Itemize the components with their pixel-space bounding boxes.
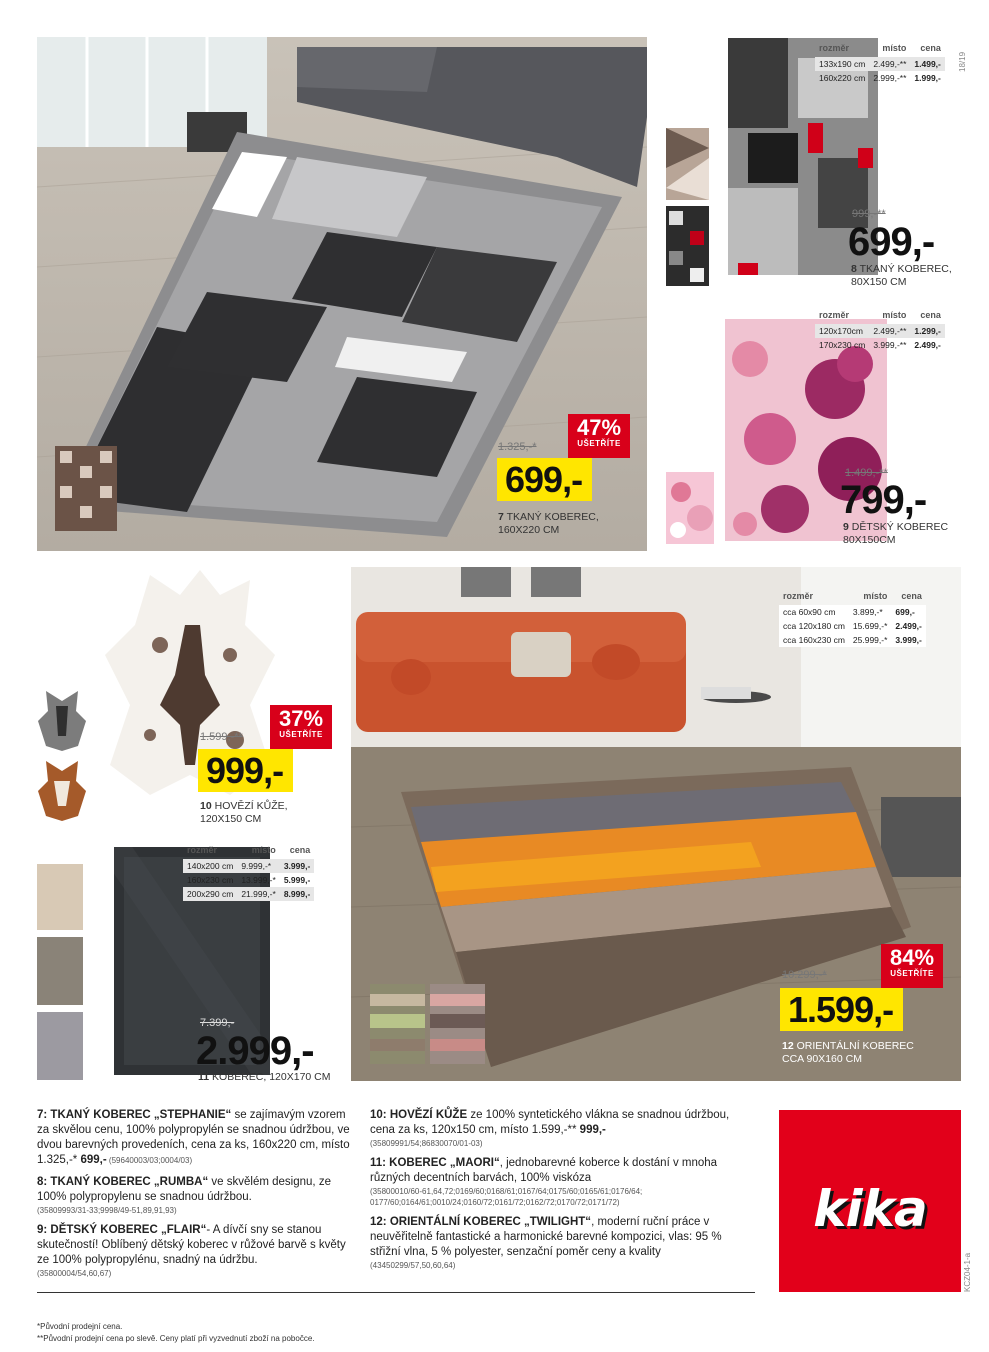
- rug-11-old-price: 7.399,-: [200, 1017, 235, 1029]
- description-8: [37, 1175, 352, 1216]
- cowhide-10-size: 120X150 CM: [200, 813, 262, 826]
- rug-8-variant-thumb-1: [666, 128, 709, 200]
- rug-8-price: 699,-: [848, 220, 935, 264]
- rug-11-variant-thumb-1: [37, 864, 83, 930]
- table-cell: 3.999,-: [891, 633, 925, 647]
- table-cell: cca 160x230 cm: [779, 633, 849, 647]
- rug-12-discount-badge: [881, 944, 943, 988]
- table-cell: 15.699,-*: [849, 619, 892, 633]
- cowhide-10-number: 10: [200, 800, 212, 812]
- description-12-title: 12: ORIENTÁLNÍ KOBEREC „TWILIGHT“: [370, 1215, 592, 1228]
- print-code: KCZ04-1-a: [963, 1252, 972, 1292]
- description-10-text: ze 100% syntetického vlákna se snadnou údržbou, cena za ks, 120x150 cm, místo 1.599,-**: [370, 1109, 730, 1136]
- description-10-code: (35809991/54;86830070/01-03): [370, 1138, 483, 1148]
- description-11-title: 11: KOBEREC „MAORI“: [370, 1157, 500, 1170]
- table-row: [815, 71, 945, 85]
- rug-8-header-old: místo: [882, 43, 907, 53]
- description-12-code: (43450299/57,50,60,64): [370, 1260, 456, 1270]
- table-cell: 170x230 cm: [819, 340, 866, 350]
- rug-8-old-price: 999,-**: [852, 208, 886, 220]
- rug-12-size: CCA 90X160 CM: [782, 1053, 862, 1066]
- cowhide-10-discount-save: UŠETŘÍTE: [279, 730, 323, 739]
- rug-12-variant-thumb-2: [430, 984, 485, 1064]
- rug-9-header-size: rozměr: [819, 310, 850, 320]
- cowhide-10-variant-thumb-2: [36, 756, 88, 824]
- cowhide-10-variant-thumb-1: [36, 686, 88, 754]
- rug-7-number: 7: [498, 511, 504, 523]
- description-7-price: 699,-: [80, 1153, 107, 1166]
- table-cell: 2.499,-**: [869, 324, 910, 338]
- rug-9-size: 80X150CM: [843, 534, 896, 547]
- rug-9-header-old: místo: [882, 310, 907, 320]
- rug-7-price: 699,-: [497, 458, 592, 501]
- table-cell: 25.999,-*: [849, 633, 892, 647]
- table-cell: 21.999,-*: [237, 887, 280, 901]
- page-number: 18/19: [958, 51, 967, 72]
- table-cell: 9.999,-*: [237, 859, 280, 873]
- table-cell: 200x290 cm: [183, 887, 237, 901]
- rug-7-label: [498, 511, 599, 537]
- rug-9-old-price: 1.499,-**: [845, 467, 888, 479]
- table-cell: 699,-: [891, 605, 925, 619]
- table-cell: 120x170cm: [815, 324, 869, 338]
- rug-11-header-size: rozměr: [187, 845, 218, 855]
- rug-11-size-table: [183, 843, 314, 901]
- rug-7-name: TKANÝ KOBEREC,: [506, 511, 599, 523]
- table-cell: cca 60x90 cm: [779, 605, 849, 619]
- rug-12-name: ORIENTÁLNÍ KOBEREC: [796, 1040, 914, 1052]
- description-12: [370, 1215, 732, 1271]
- rug-8-header-size: rozměr: [819, 43, 850, 53]
- description-7-title: 7: TKANÝ KOBEREC „STEPHANIE“: [37, 1109, 232, 1121]
- description-column-left: [37, 1108, 352, 1286]
- rug-8-size: 80X150 CM: [851, 276, 907, 289]
- description-9-title: 9: DĚTSKÝ KOBEREC „FLAIR“: [37, 1224, 207, 1237]
- table-cell: 140x200 cm: [183, 859, 237, 873]
- description-column-right: [370, 1108, 732, 1278]
- table-cell: 2.499,-: [891, 619, 925, 633]
- rug-11-name: KOBEREC, 120X170 CM: [212, 1071, 331, 1083]
- table-row: [815, 324, 945, 338]
- divider: [37, 1292, 755, 1293]
- cowhide-10-label: [200, 800, 288, 826]
- table-cell: 133x190 cm: [815, 57, 869, 71]
- table-row: [183, 873, 314, 887]
- rug-11-variant-thumb-2: [37, 937, 83, 1005]
- table-cell: cca 120x180 cm: [779, 619, 849, 633]
- cowhide-10-discount-badge: [270, 705, 332, 749]
- rug-9-header-price: cena: [920, 310, 941, 320]
- rug-9-number: 9: [843, 521, 849, 533]
- table-row: [815, 338, 945, 352]
- rug-9-size-table: [815, 308, 945, 352]
- table-cell: 2.999,-**: [873, 73, 907, 83]
- description-8-code: (35809993/31-33;9998/49-51,89,91,93): [37, 1205, 177, 1215]
- cowhide-10-discount-percent: 37%: [278, 706, 324, 731]
- description-10-price: 999,-: [579, 1123, 606, 1136]
- rug-12-discount-percent: 84%: [889, 945, 935, 970]
- rug-11-header-price: cena: [289, 845, 311, 855]
- table-cell: 160x220 cm: [819, 73, 866, 83]
- rug-11-variant-thumb-3: [37, 1012, 83, 1080]
- rug-11-price: 2.999,-: [196, 1029, 314, 1073]
- rug-12-discount-save: UŠETŘÍTE: [890, 969, 934, 978]
- description-10-title: 10: HOVĚZÍ KŮŽE: [370, 1109, 468, 1121]
- table-cell: 8.999,-: [280, 887, 314, 901]
- rug-9-label: [843, 521, 948, 547]
- rug-12-price: 1.599,-: [780, 988, 903, 1031]
- description-12-text: , moderní ruční práce v neuvěřitelně fantastické a harmonické barevné kompozici, vlas: 95 % střižní vlna, 5 % polyester, senzační poměr ceny a kvality: [370, 1215, 722, 1258]
- table-row: [779, 605, 926, 619]
- cowhide-10-price: 999,-: [198, 749, 293, 792]
- table-cell: 160x230 cm: [187, 875, 234, 885]
- description-11-text: , jednobarevné koberce k dostání v mnoha různých decentních barvách, 100% viskóza: [370, 1157, 718, 1185]
- table-cell: 2.499,-**: [869, 57, 910, 71]
- rug-7-old-price: 1.325,-*: [498, 441, 537, 453]
- table-row: [183, 887, 314, 901]
- footnote-1: *Původní prodejní cena.: [37, 1322, 123, 1331]
- description-7: [37, 1108, 352, 1168]
- rug-8-variant-thumb-2: [666, 206, 709, 286]
- rug-11-label: [198, 1071, 331, 1084]
- rug-12-number: 12: [782, 1040, 794, 1052]
- rug-7-size: 160X220 CM: [498, 524, 560, 537]
- footnote-2: **Původní prodejní cena po slevě. Ceny platí při vyzvednutí zboží na pobočce.: [37, 1334, 315, 1343]
- rug-9-name: DĚTSKÝ KOBEREC: [851, 521, 949, 533]
- rug-8-label: [851, 263, 952, 289]
- table-cell: 1.999,-: [914, 73, 941, 83]
- rug-7-discount-percent: 47%: [576, 415, 622, 440]
- description-8-title: 8: TKANÝ KOBEREC „RUMBA“: [37, 1175, 209, 1188]
- table-cell: 5.999,-: [283, 875, 311, 885]
- kika-logo[interactable]: [779, 1110, 961, 1292]
- cowhide-10-old-price: 1.599,-**: [200, 731, 243, 743]
- description-7-text: se zajímavým vzorem za skvělou cenu, 100% polypropylén se snadnou údržbou, ve dvou barevných provedeních, cena za ks, 160x220 cm, místo 1.325,-*: [37, 1109, 350, 1166]
- table-cell: 3.999,-: [280, 859, 314, 873]
- kika-logo-text: kika: [813, 1180, 927, 1238]
- table-cell: 1.299,-: [910, 324, 944, 338]
- rug-7-discount-save: UŠETŘÍTE: [577, 439, 621, 448]
- rug-12-header-size: rozměr: [783, 591, 814, 601]
- cowhide-10-name: HOVĚZÍ KŮŽE,: [214, 800, 288, 812]
- rug-12-size-table: [779, 589, 926, 647]
- rug-12-label: [782, 1040, 914, 1066]
- table-cell: 3.899,-*: [849, 605, 892, 619]
- table-cell: 13.999,-*: [241, 875, 276, 885]
- rug-11-header-old: místo: [251, 845, 276, 855]
- rug-12-header-price: cena: [901, 591, 922, 601]
- rug-8-header-price: cena: [920, 43, 941, 53]
- description-8-text: ve skvělém designu, ze 100% polypropylenu se snadnou údržbou.: [37, 1175, 331, 1203]
- rug-8-size-table: [815, 41, 945, 85]
- table-cell: 2.499,-: [914, 340, 941, 350]
- table-row: [815, 57, 945, 71]
- description-11-code: (35800010/60-61,64,72;0169/60;0168/61;0167/64;0175/60;0165/61;0176/64; 0177/60;0164/61;0010/24;0160/72;0161/72;0162/72;0170/72;0171/72): [370, 1187, 643, 1207]
- description-9-text: - A dívčí sny se stanou skutečností! Oblíbený dětský koberec v růžové barvě s květy ze 100% polypropylénu, snadný na údržbu.: [37, 1224, 346, 1266]
- table-cell: 1.499,-: [910, 57, 944, 71]
- rug-8-name: TKANÝ KOBEREC,: [859, 263, 952, 275]
- table-row: [183, 859, 314, 873]
- footnotes: [37, 1321, 315, 1345]
- table-row: [779, 619, 926, 633]
- description-10: [370, 1108, 732, 1149]
- description-9-code: (35800004/54,60,67): [37, 1268, 112, 1278]
- rug-7-variant-thumb: [55, 446, 117, 531]
- rug-9-price: 799,-: [840, 478, 927, 522]
- description-11: [370, 1156, 732, 1208]
- description-9: [37, 1223, 352, 1279]
- rug-12-variant-thumb-1: [370, 984, 425, 1064]
- table-cell: 3.999,-**: [873, 340, 907, 350]
- description-7-code: (59640003/03;0004/03): [106, 1155, 193, 1165]
- table-row: [779, 633, 926, 647]
- rug-7-discount-badge: [568, 414, 630, 458]
- rug-12-old-price: 10.299,-*: [782, 969, 827, 981]
- rug-12-header-old: místo: [863, 591, 888, 601]
- rug-8-number: 8: [851, 263, 857, 275]
- rug-11-number: 11: [198, 1071, 210, 1083]
- rug-9-variant-thumb: [666, 472, 714, 544]
